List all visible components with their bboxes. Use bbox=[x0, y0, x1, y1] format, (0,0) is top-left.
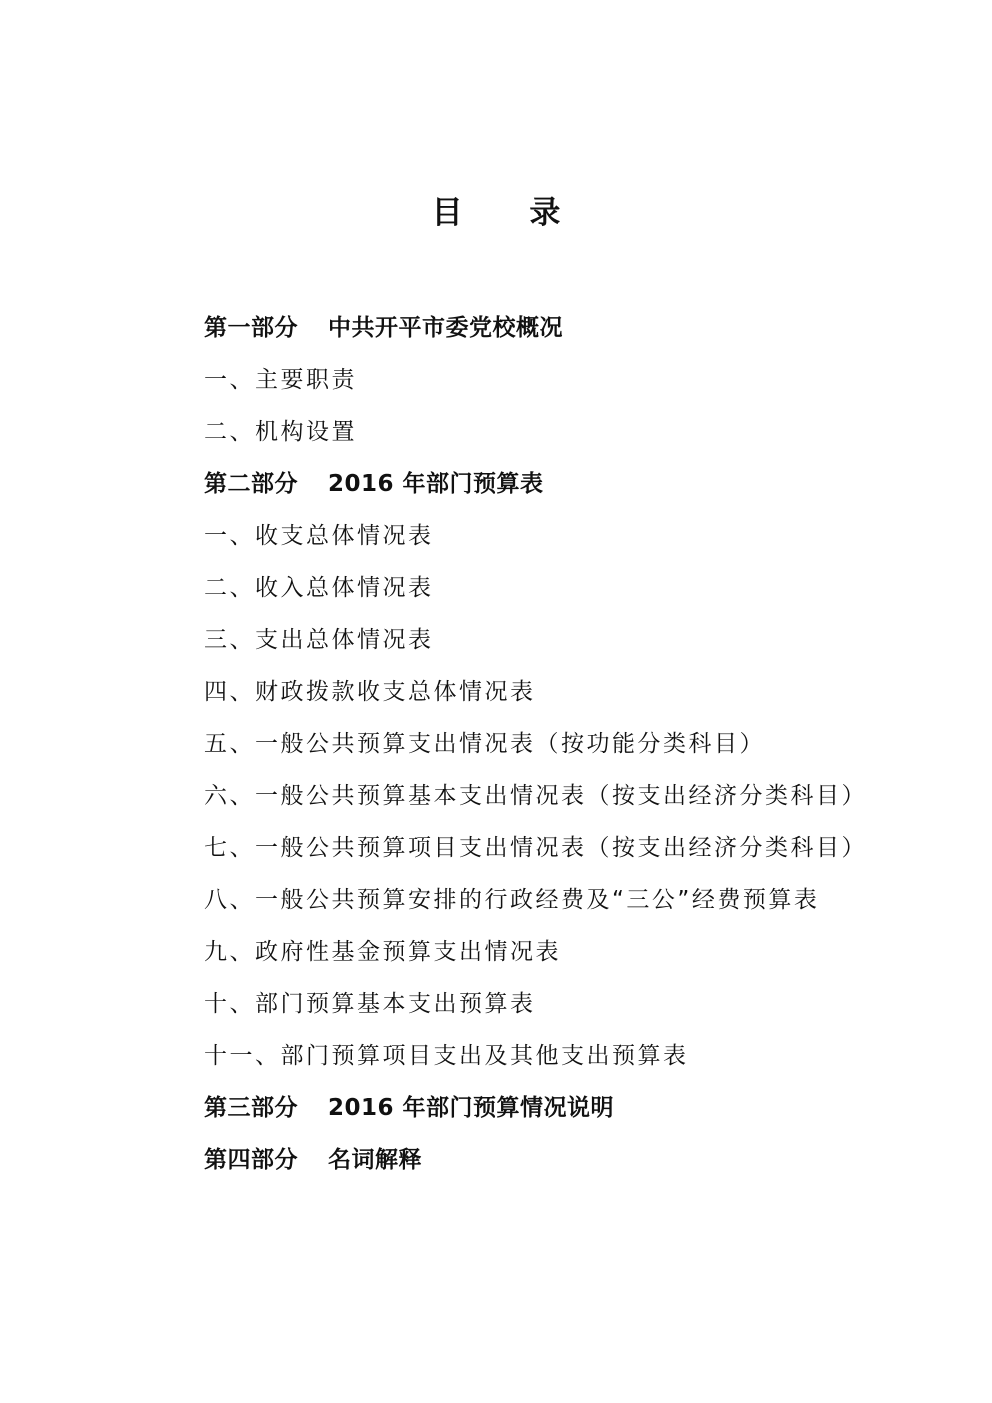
toc-part-label: 第四部分 bbox=[204, 1147, 298, 1173]
toc-item[interactable]: 五、一般公共预算支出情况表（按功能分类科目） bbox=[204, 731, 765, 757]
toc-item[interactable]: 一、收支总体情况表 bbox=[204, 523, 434, 549]
toc-part-title: 名词解释 bbox=[328, 1147, 422, 1173]
toc-item[interactable]: 三、支出总体情况表 bbox=[204, 627, 434, 653]
toc-part-title: 2016 年部门预算表 bbox=[328, 471, 544, 497]
toc-part-1[interactable] bbox=[204, 302, 884, 354]
toc-part-title: 2016 年部门预算情况说明 bbox=[328, 1095, 615, 1121]
toc-item[interactable]: 二、收入总体情况表 bbox=[204, 575, 434, 601]
toc-item[interactable]: 七、一般公共预算项目支出情况表（按支出经济分类科目） bbox=[204, 835, 867, 861]
toc-part-label: 第二部分 bbox=[204, 471, 298, 497]
toc-item[interactable]: 九、政府性基金预算支出情况表 bbox=[204, 939, 561, 965]
toc-item[interactable]: 二、机构设置 bbox=[204, 419, 357, 445]
toc-item[interactable]: 六、一般公共预算基本支出情况表（按支出经济分类科目） bbox=[204, 783, 867, 809]
toc-item[interactable]: 十一、部门预算项目支出及其他支出预算表 bbox=[204, 1043, 689, 1069]
table-of-contents bbox=[204, 302, 884, 1186]
toc-part-title: 中共开平市委党校概况 bbox=[328, 315, 563, 341]
toc-part-2[interactable] bbox=[204, 458, 884, 510]
toc-part-3[interactable] bbox=[204, 1082, 884, 1134]
toc-item[interactable]: 十、部门预算基本支出预算表 bbox=[204, 991, 536, 1017]
toc-item[interactable]: 四、财政拨款收支总体情况表 bbox=[204, 679, 536, 705]
toc-item[interactable]: 一、主要职责 bbox=[204, 367, 357, 393]
toc-item[interactable]: 八、一般公共预算安排的行政经费及“三公”经费预算表 bbox=[204, 887, 820, 913]
toc-part-label: 第三部分 bbox=[204, 1095, 298, 1121]
toc-part-4[interactable] bbox=[204, 1134, 884, 1186]
page-title: 目 录 bbox=[431, 195, 589, 231]
toc-part-label: 第一部分 bbox=[204, 315, 298, 341]
